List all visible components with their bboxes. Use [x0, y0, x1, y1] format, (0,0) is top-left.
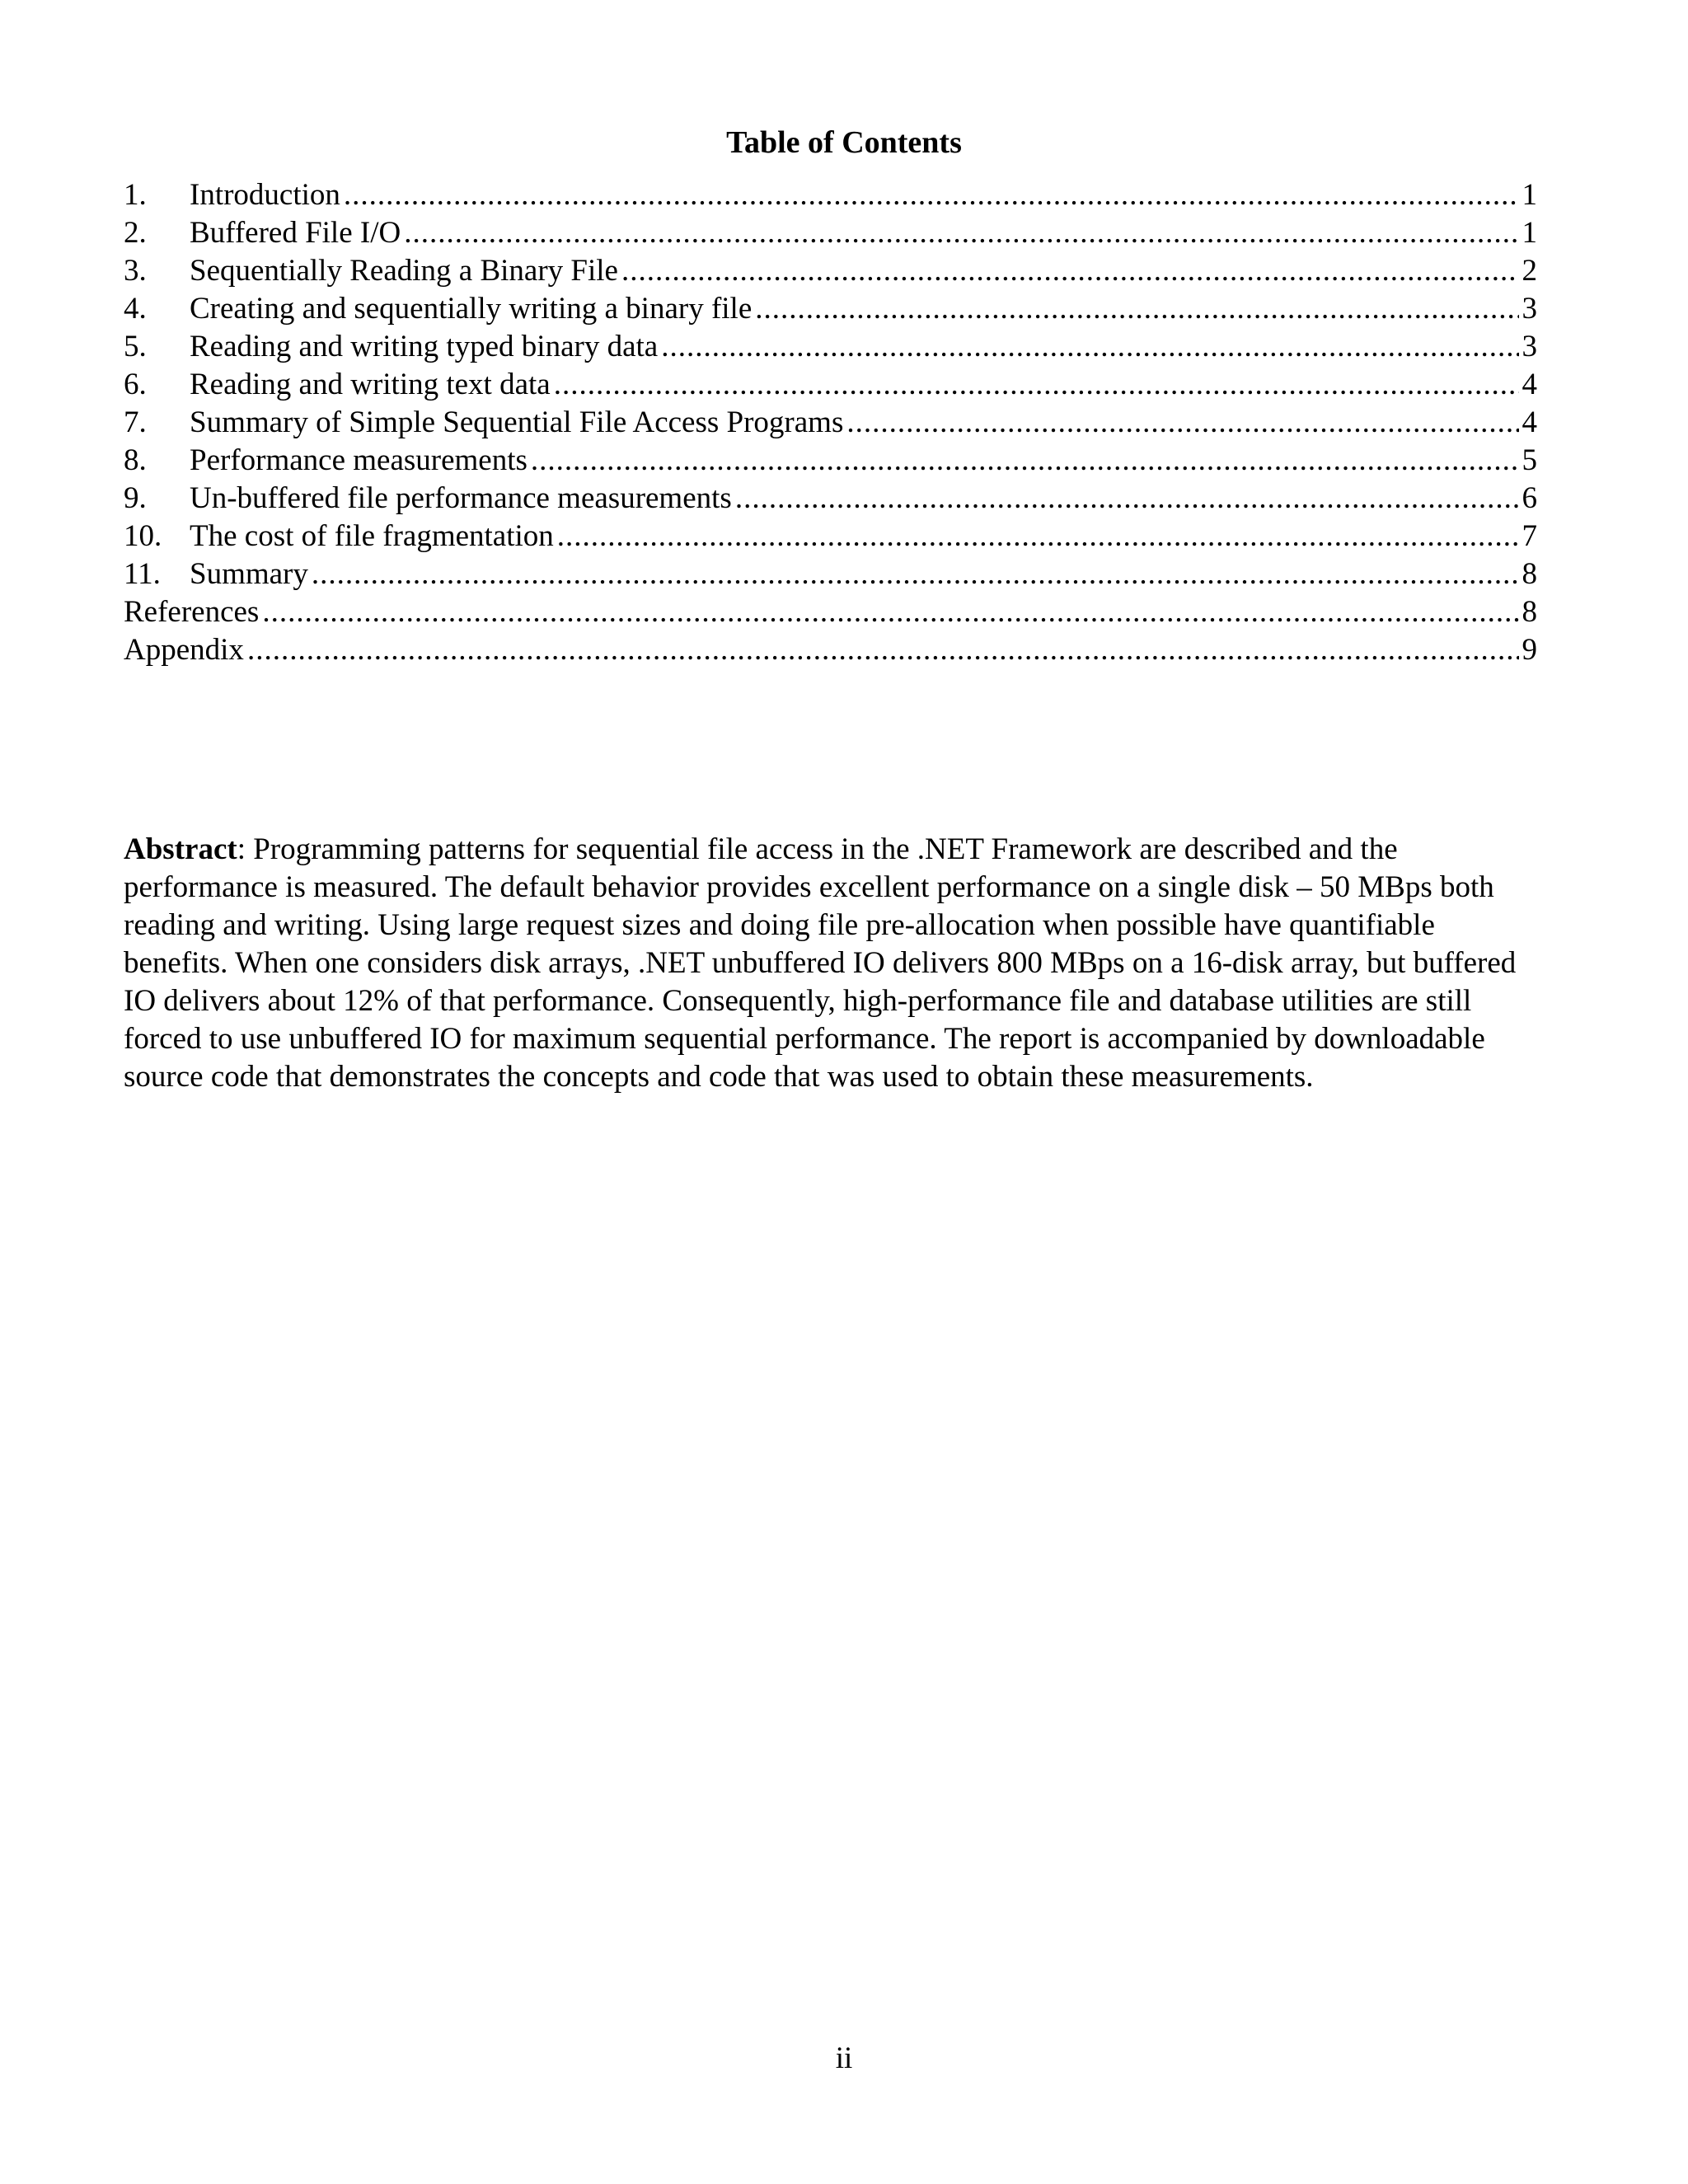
toc-dot-leader: [846, 404, 1518, 442]
toc-entry-label: Creating and sequentially writing a binary file: [190, 292, 753, 326]
toc-dot-leader: [735, 480, 1519, 518]
toc-dot-leader: [247, 631, 1519, 669]
toc-entry-page: 3: [1522, 292, 1537, 326]
toc-entry-unbuffered-performance[interactable]: [124, 480, 1537, 518]
toc-entry-page: 1: [1522, 216, 1537, 250]
toc-entry-number: 3.: [124, 254, 147, 288]
toc-entry-label: References: [124, 595, 260, 629]
toc-entry-label: Buffered File I/O: [190, 216, 401, 250]
toc-dot-leader: [621, 252, 1519, 290]
toc-dot-leader: [531, 442, 1519, 480]
toc-entry-number: 4.: [124, 292, 147, 326]
toc-entry-introduction[interactable]: [124, 176, 1537, 214]
toc-entry-page: 7: [1522, 519, 1537, 553]
toc-entry-performance-measurements[interactable]: [124, 442, 1537, 480]
toc-dot-leader: [262, 593, 1518, 631]
toc-entry-label: Un-buffered file performance measurements: [190, 481, 732, 515]
toc-entry-label: Summary of Simple Sequential File Access Programs: [190, 405, 844, 439]
toc-entry-text-data[interactable]: [124, 366, 1537, 404]
toc-entry-page: 8: [1522, 557, 1537, 591]
toc-entry-sequentially-reading[interactable]: [124, 252, 1537, 290]
toc-entry-references[interactable]: [124, 593, 1537, 631]
toc-entry-label: Reading and writing text data: [190, 368, 551, 401]
toc-entry-buffered-file-io[interactable]: [124, 214, 1537, 252]
toc-entry-page: 3: [1522, 330, 1537, 363]
toc-entry-appendix[interactable]: [124, 631, 1537, 669]
toc-dot-leader: [557, 518, 1519, 555]
toc-entry-label: Performance measurements: [190, 443, 528, 477]
toc-entry-typed-binary-data[interactable]: [124, 328, 1537, 366]
toc-entry-number: 6.: [124, 368, 147, 401]
page-number: ii: [835, 2041, 853, 2075]
abstract-text: : Programming patterns for sequential file access in the .NET Framework are described and the performance is measured. The default behavior provides excellent performance on a single disk – 50 MBps both reading and writing. Using large request sizes and doing file pre-allocation when possible have quantifiable benefits. When one considers disk arrays, .NET unbuffered IO delivers 800 MBps on a 16-disk array, but buffered IO delivers about 12% of that performance. Consequently, high-performance file and database utilities are still forced to use unbuffered IO for maximum sequential performance. The report is accompanied by downloadable source code that demonstrates the concepts and code that was used to obtain these measurements.: [124, 832, 1517, 1094]
toc-entry-label: Summary: [190, 557, 308, 591]
toc-entry-page: 8: [1522, 595, 1537, 629]
toc-entry-label: The cost of file fragmentation: [190, 519, 554, 553]
toc-entry-page: 2: [1522, 254, 1537, 288]
toc-entry-number: 5.: [124, 330, 147, 363]
toc-entry-creating-writing[interactable]: [124, 290, 1537, 328]
toc-title: Table of Contents: [726, 125, 962, 160]
toc-entry-label: Appendix: [124, 633, 244, 667]
abstract-label: Abstract: [124, 832, 237, 866]
toc-entry-page: 6: [1522, 481, 1537, 515]
abstract-paragraph: [124, 831, 1545, 1096]
toc-entry-label: Reading and writing typed binary data: [190, 330, 659, 363]
toc-entry-number: 10.: [124, 519, 162, 553]
toc-entry-summary[interactable]: [124, 555, 1537, 593]
toc-entry-label: Sequentially Reading a Binary File: [190, 254, 618, 288]
toc-list: [124, 176, 1537, 669]
toc-entry-page: 4: [1522, 368, 1537, 401]
toc-dot-leader: [661, 328, 1518, 366]
toc-dot-leader: [755, 290, 1518, 328]
toc-dot-leader: [312, 555, 1519, 593]
toc-entry-page: 1: [1522, 178, 1537, 212]
toc-entry-number: 7.: [124, 405, 147, 439]
toc-dot-leader: [404, 214, 1518, 252]
toc-dot-leader: [554, 366, 1519, 404]
toc-entry-number: 9.: [124, 481, 147, 515]
toc-entry-page: 4: [1522, 405, 1537, 439]
toc-dot-leader: [344, 176, 1519, 214]
toc-entry-summary-simple-programs[interactable]: [124, 404, 1537, 442]
toc-entry-label: Introduction: [190, 178, 340, 212]
toc-entry-file-fragmentation[interactable]: [124, 518, 1537, 555]
toc-entry-number: 2.: [124, 216, 147, 250]
toc-entry-page: 5: [1522, 443, 1537, 477]
toc-entry-page: 9: [1522, 633, 1537, 667]
toc-entry-number: 11.: [124, 557, 161, 591]
toc-entry-number: 1.: [124, 178, 147, 212]
toc-entry-number: 8.: [124, 443, 147, 477]
